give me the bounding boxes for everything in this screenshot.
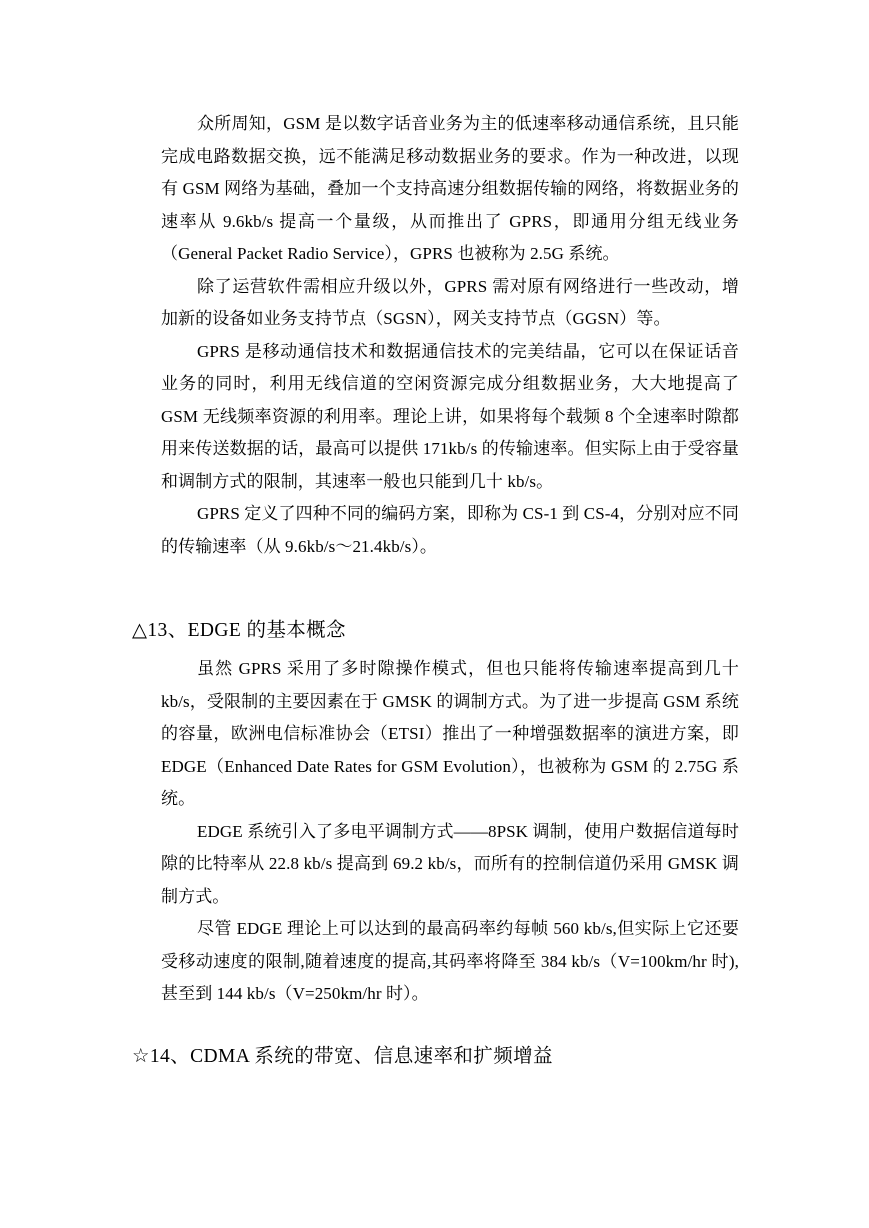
paragraph-edge-modulation: EDGE 系统引入了多电平调制方式——8PSK 调制，使用户数据信道每时隙的比特率从 22.8 kb/s 提高到 69.2 kb/s，而所有的控制信道仍采用 GMSK 调制方式。 [161,821,739,906]
paragraph-edge-max-rate: 尽管 EDGE 理论上可以达到的最高码率约每帧 560 kb/s,但实际上它还要受移动速度的限制,随着速度的提高,其码率将降至 384 kb/s（V=100km/hr 时),甚至到 144 kb/s（V=250km/hr 时）。 [161,919,739,1003]
section-cdma [132,1041,739,1073]
paragraph-gprs-coding-schemes: GPRS 定义了四种不同的编码方案，即称为 CS-1 到 CS-4，分别对应不同的传输速率（从 9.6kb/s～21.4kb/s）。 [161,504,739,556]
section-heading-cdma: ☆14、CDMA 系统的带宽、信息速率和扩频增益 [132,1045,553,1067]
document-body [132,108,739,1073]
paragraph-gprs-network-changes: 除了运营软件需相应升级以外，GPRS 需对原有网络进行一些改动，增加新的设备如业务支持节点（SGSN），网关支持节点（GGSN）等。 [161,276,739,328]
section-gprs [161,108,739,563]
section-heading-edge: △13、EDGE 的基本概念 [132,620,346,641]
section-edge [132,615,739,1011]
paragraph-edge-intro: 虽然 GPRS 采用了多时隙操作模式，但也只能将传输速率提高到几十 kb/s，受限制的主要因素在于 GMSK 的调制方式。为了进一步提高 GSM 系统的容量，欧洲电信标准协会（ETSI）推出了一种增强数据率的演进方案，即 EDGE（Enhanced Date Rates for GSM Evolution），也被称为 GSM 的 2.75G 系统。 [161,659,739,808]
paragraph-gprs-rates: GPRS 是移动通信技术和数据通信技术的完美结晶，它可以在保证话音业务的同时，利用无线信道的空闲资源完成分组数据业务，大大地提高了 GSM 无线频率资源的利用率。理论上讲，如果将每个载频 8 个全速率时隙都用来传送数据的话，最高可以提供 171kb/s 的传输速率。但实际上由于受容量和调制方式的限制，其速率一般也只能到几十 kb/s。 [161,341,739,491]
paragraph-gprs-intro: 众所周知，GSM 是以数字话音业务为主的低速率移动通信系统，且只能完成电路数据交换，远不能满足移动数据业务的要求。作为一种改进，以现有 GSM 网络为基础，叠加一个支持高速分组数据传输的网络，将数据业务的速率从 9.6kb/s 提高一个量级，从而推出了 GPRS，即通用分组无线业务（General Packet Radio Service），GPRS 也被称为 2.5G 系统。 [161,114,739,263]
